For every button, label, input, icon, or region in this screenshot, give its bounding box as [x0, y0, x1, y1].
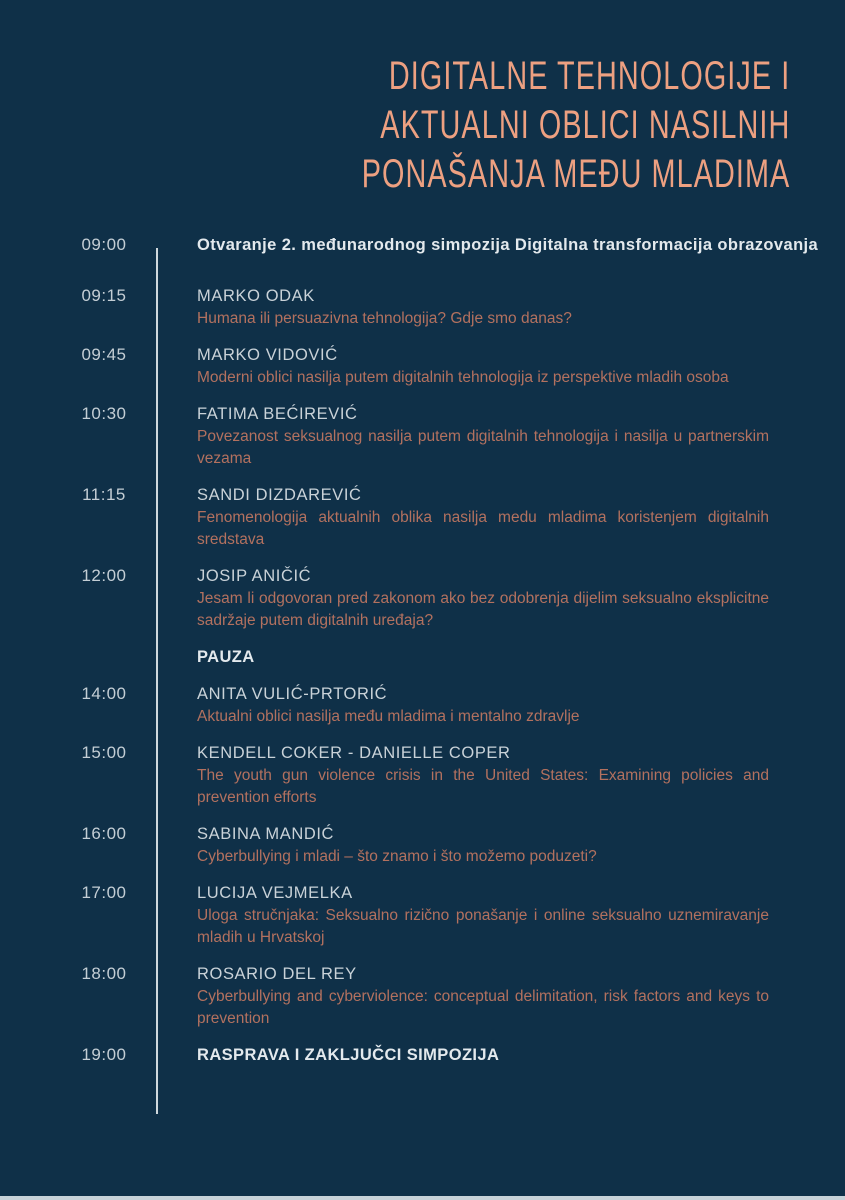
talk-title: Cyberbullying i mladi – što znamo i što možemo poduzeti?	[197, 848, 597, 865]
schedule-row	[0, 822, 845, 868]
schedule-row-pauza	[0, 645, 845, 669]
schedule-row	[0, 962, 845, 1030]
speaker-name: FATIMA BEĆIREVIĆ	[197, 405, 358, 423]
time-label: 11:15	[82, 485, 126, 504]
talk-title: Povezanost seksualnog nasilja putem digitalnih tehnologija i nasilja u partnerskim vezama	[197, 428, 769, 467]
schedule	[0, 233, 845, 1080]
time-label: 10:30	[81, 404, 127, 423]
schedule-row	[0, 682, 845, 728]
time-label: 18:00	[81, 964, 127, 983]
bottom-edge-strip	[0, 1196, 845, 1200]
session-label: PAUZA	[197, 648, 255, 666]
time-label: 12:00	[81, 566, 127, 585]
talk-title: Cyberbullying and cyberviolence: conceptual delimitation, risk factors and keys to prevention	[197, 988, 769, 1027]
time-label: 09:00	[81, 235, 127, 254]
time-label: 19:00	[81, 1045, 127, 1064]
talk-title: Humana ili persuazivna tehnologija? Gdje smo danas?	[197, 310, 572, 327]
talk-title: Moderni oblici nasilja putem digitalnih tehnologija iz perspektive mladih osoba	[197, 369, 729, 386]
talk-title: Fenomenologija aktualnih oblika nasilja medu mladima koristenjem digitalnih sredstava	[197, 509, 769, 548]
speaker-name: JOSIP ANIČIĆ	[197, 567, 312, 585]
schedule-row-opening	[0, 233, 845, 257]
title-line-3: PONAŠANJA MEĐU MLADIMA	[361, 152, 790, 196]
page-title	[361, 52, 790, 199]
session-label: RASPRAVA I ZAKLJUČCI SIMPOZIJA	[197, 1046, 500, 1064]
time-label: 15:00	[81, 743, 127, 762]
title-line-2: AKTUALNI OBLICI NASILNIH	[379, 103, 790, 147]
talk-title: Jesam li odgovoran pred zakonom ako bez odobrenja dijelim seksualno eksplicitne sadržaje putem digitalnih uređaja?	[197, 590, 769, 629]
schedule-row	[0, 343, 845, 389]
schedule-row	[0, 402, 845, 470]
speaker-name: MARKO ODAK	[197, 287, 315, 305]
schedule-row	[0, 881, 845, 949]
speaker-name: SANDI DIZDAREVIĆ	[197, 486, 362, 504]
time-label: 16:00	[81, 824, 127, 843]
time-label: 09:15	[81, 286, 127, 305]
talk-title: Uloga stručnjaka: Seksualno rizično ponašanje i online seksualno uznemiravanje mladih u Hrvatskoj	[197, 907, 769, 946]
session-label: Otvaranje 2. međunarodnog simpozija Digitalna transformacija obrazovanja	[197, 236, 819, 254]
speaker-name: MARKO VIDOVIĆ	[197, 346, 338, 364]
speaker-name: LUCIJA VEJMELKA	[197, 884, 353, 902]
talk-title: Aktualni oblici nasilja među mladima i mentalno zdravlje	[197, 708, 580, 725]
speaker-name: ROSARIO DEL REY	[197, 965, 357, 983]
schedule-row	[0, 741, 845, 809]
speaker-name: KENDELL COKER - DANIELLE COPER	[197, 744, 511, 762]
time-label: 17:00	[81, 883, 127, 902]
schedule-row	[0, 564, 845, 632]
time-label: 14:00	[81, 684, 127, 703]
speaker-name: ANITA VULIĆ-PRTORIĆ	[197, 685, 388, 703]
schedule-row	[0, 284, 845, 330]
talk-title: The youth gun violence crisis in the United States: Examining policies and prevention efforts	[197, 767, 769, 806]
title-line-1: DIGITALNE TEHNOLOGIJE I	[388, 54, 790, 98]
speaker-name: SABINA MANDIĆ	[197, 825, 335, 843]
time-label: 09:45	[81, 345, 127, 364]
schedule-row-closing	[0, 1043, 845, 1067]
schedule-row	[0, 483, 845, 551]
